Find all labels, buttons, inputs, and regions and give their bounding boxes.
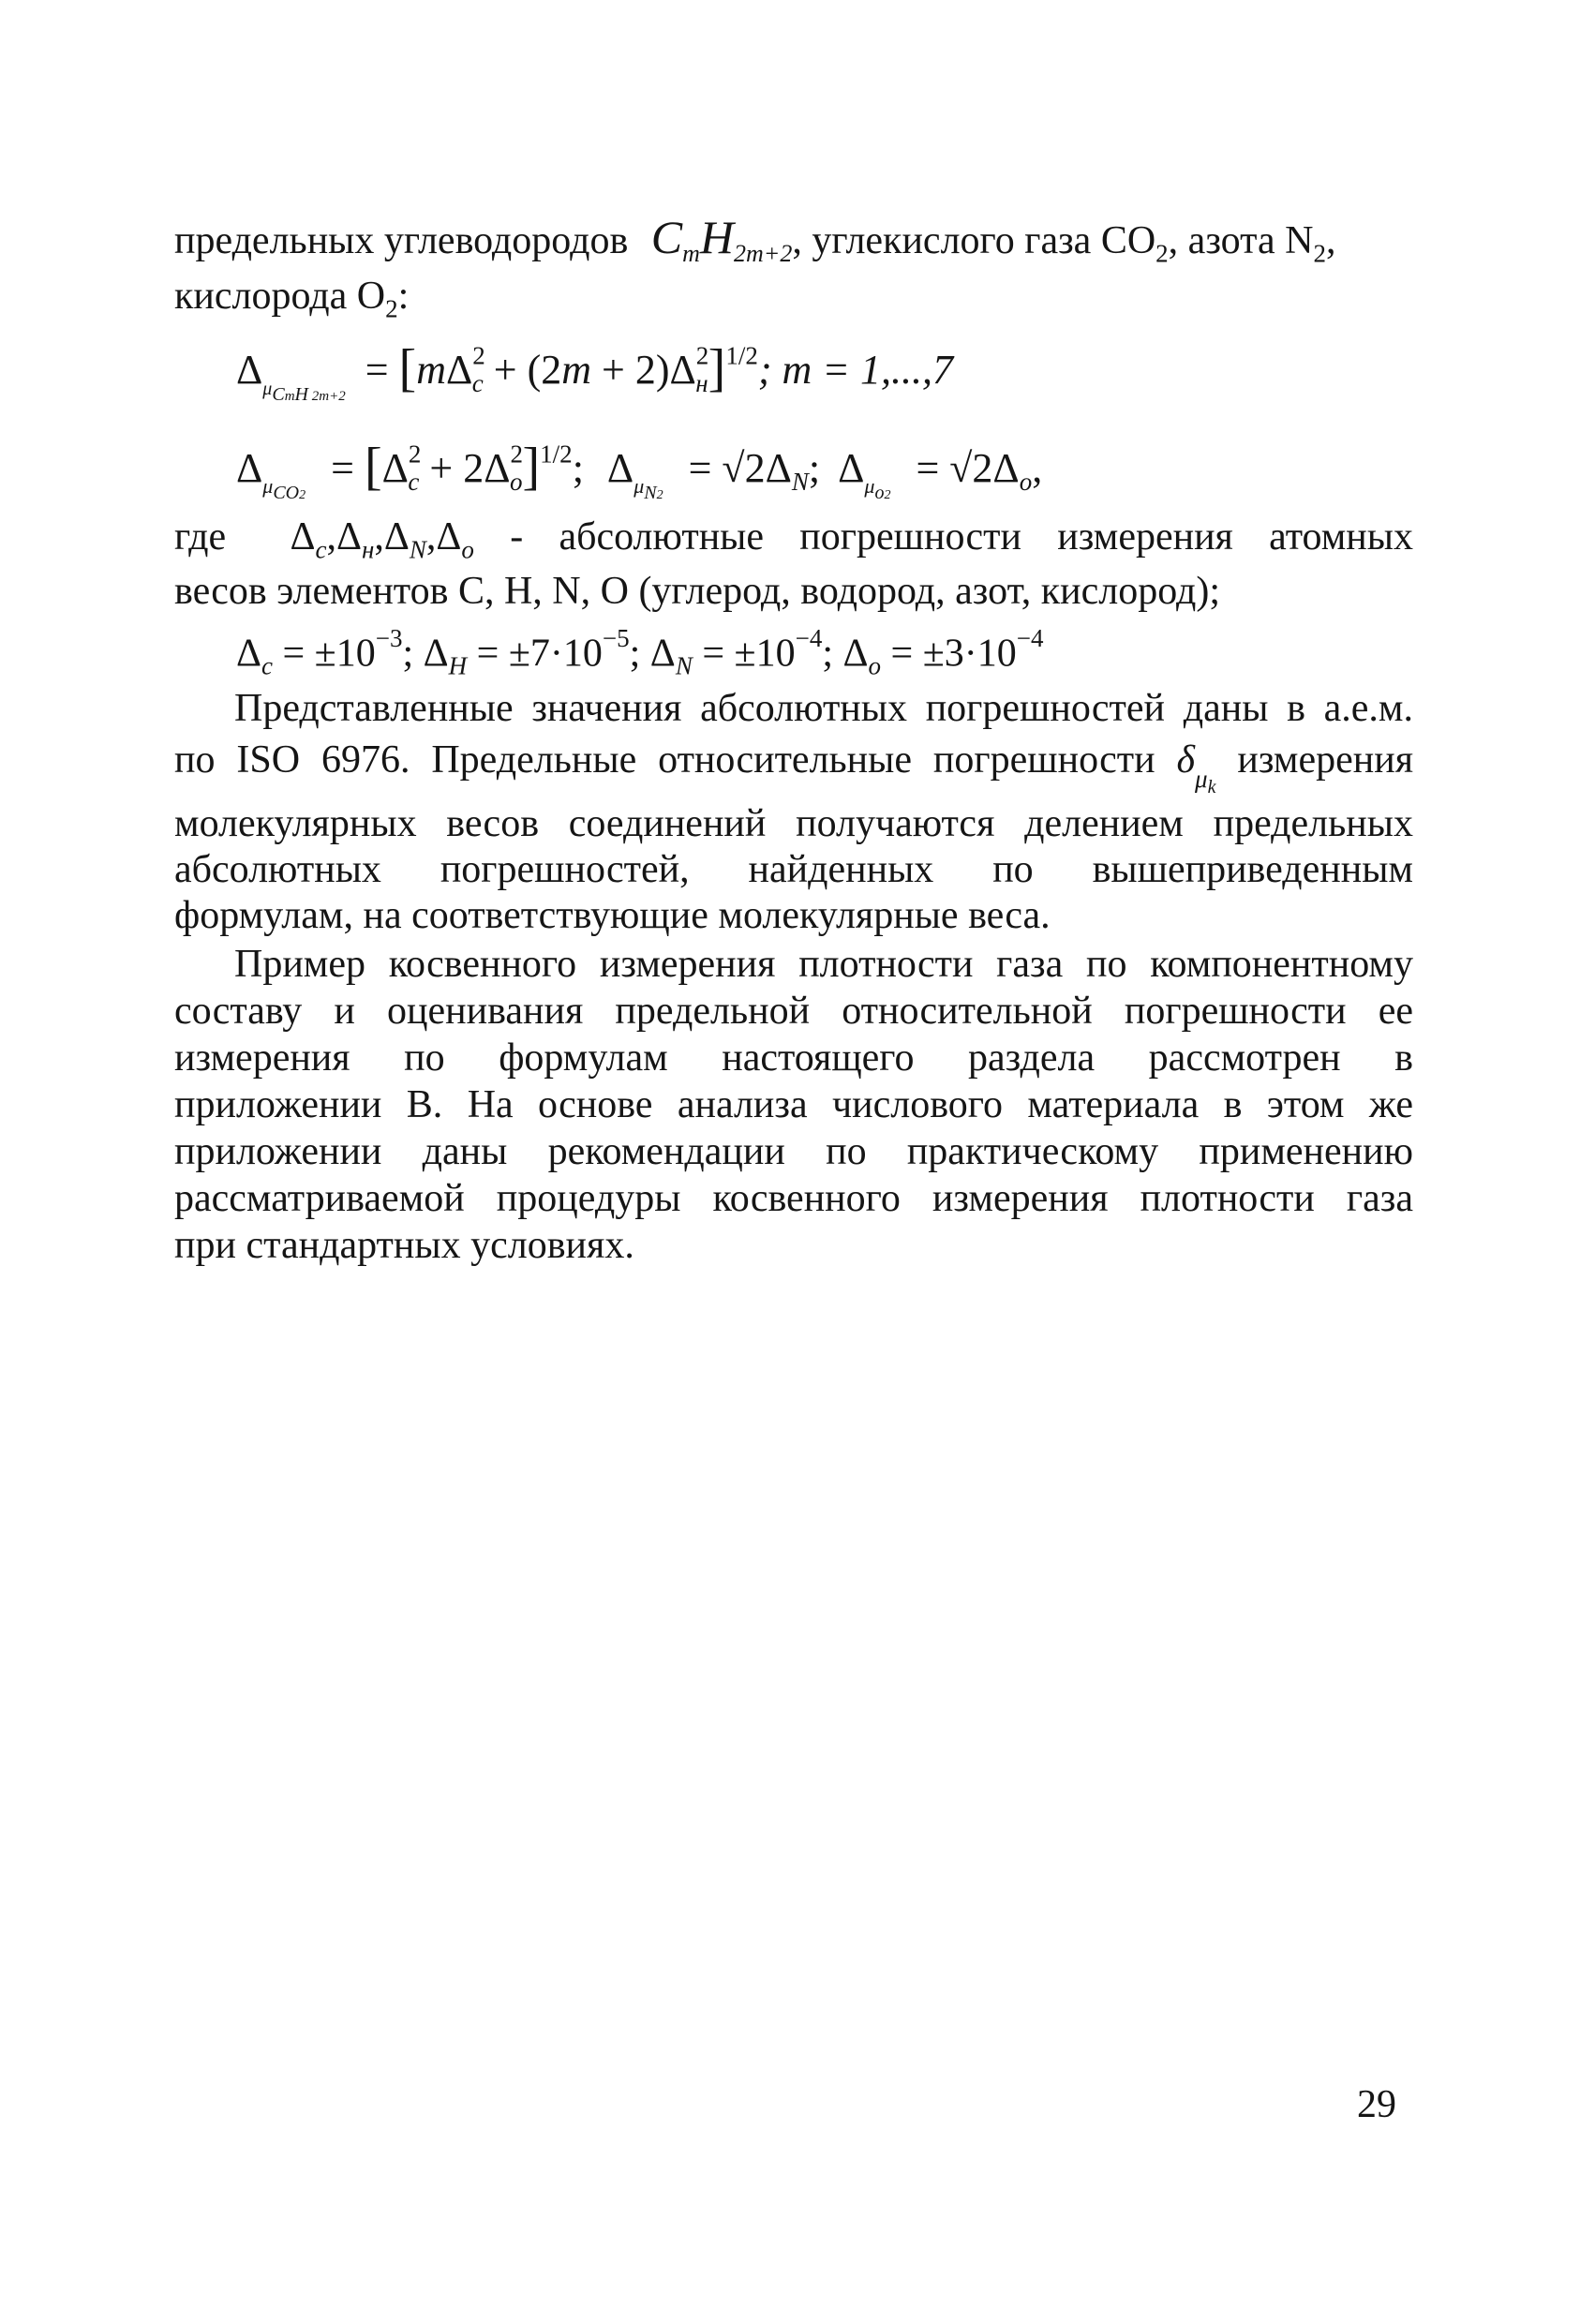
p2-line-7: при стандартных условиях. (174, 1224, 634, 1267)
formula-cmh2m2: $C_mH_{2m+2}$ (650, 211, 793, 268)
intro-line-1: предельных углеводородов $C_mH_{2m+2}$, углекислого газа $СО_2$, азота $N_2$, (174, 211, 1336, 268)
p2-line-2: составу и оценивания предельной относительной погрешности ее (174, 990, 1413, 1033)
formula-1: $\Delta_{\mu CmH 2m+2} = [m\Delta^2_c + (2m + 2)\Delta^2_н]^{1/2}$; m = 1,...,7 (236, 339, 953, 405)
formula-2: $\Delta_{\mu CO2} = [\Delta^2_c + 2\Delta^2_o]^{1/2}$; $\Delta_{\mu N2} = √2\Delta_N$; $\Delta_{\mu o2} = √2\Delta_o$, (236, 438, 1043, 503)
p1-line-1: Представленные значения абсолютных погрешностей даны в а.е.м. (234, 687, 1413, 730)
p1-line-2: по ISO 6976. Предельные относительные погрешности $\delta_{\mu_k}$ измерения (174, 738, 1414, 798)
page-number: 29 (1357, 2083, 1396, 2126)
p2-line-5: приложении даны рекомендации по практическому применению (174, 1130, 1413, 1173)
intro-line-2: кислорода $О_2$: (174, 275, 410, 323)
p1-line-4: абсолютных погрешностей, найденных по вышеприведенным (174, 848, 1413, 891)
values-line: $\Delta_c = \pm 10^{-3}$; $\Delta_H = \pm 7\cdot 10^{-5}$; $\Delta_N = \pm 10^{-4}$; $\Delta_o = \pm 3\cdot 10^{-4}$ (236, 624, 1044, 680)
p1-line-3: молекулярных весов соединений получаются делением предельных (174, 802, 1413, 845)
p1-line-5: формулам, на соответствующие молекулярные веса. (174, 894, 1051, 937)
p2-line-1: Пример косвенного измерения плотности газа по компонентному (234, 943, 1413, 986)
p2-line-4: приложении В. На основе анализа числового материала в этом же (174, 1083, 1413, 1126)
intro-text: предельных углеводородов (174, 219, 629, 262)
where-line-2: весов элементов С, Н, N, О (углерод, водород, азот, кислород); (174, 570, 1221, 613)
p2-line-6: рассматриваемой процедуры косвенного измерения плотности газа (174, 1177, 1413, 1220)
where-line-1: где $\Delta_c,\Delta_н,\Delta_N,\Delta_o$ - абсолютные погрешности измерения атомных (174, 515, 1413, 564)
p2-line-3: измерения по формулам настоящего раздела рассмотрен в (174, 1036, 1413, 1080)
